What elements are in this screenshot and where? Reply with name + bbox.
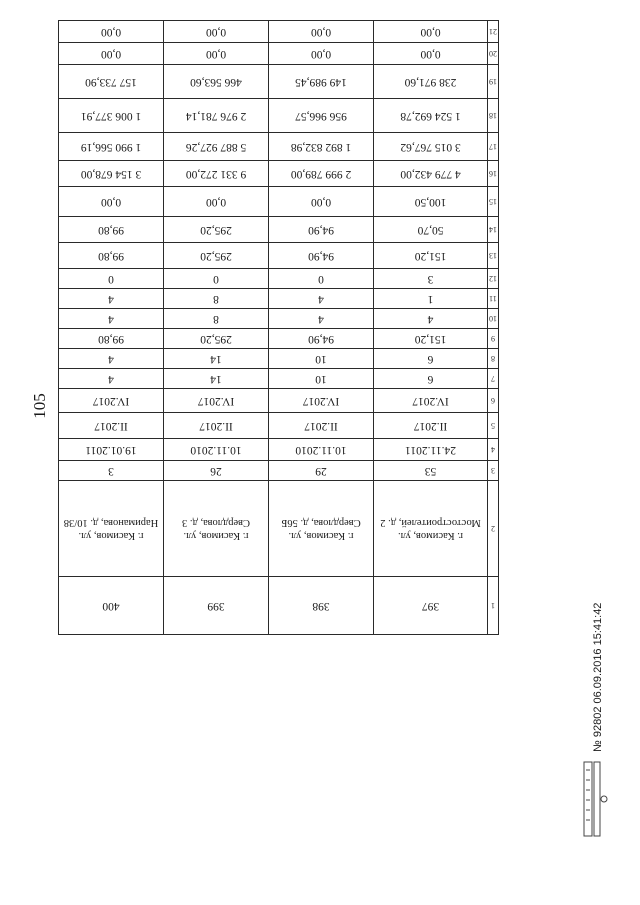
table-cell: 151,20	[374, 329, 488, 349]
table-cell: 2 976 781,14	[164, 99, 269, 133]
table-row	[59, 217, 499, 243]
table-cell: 0,00	[374, 21, 488, 43]
table-row	[59, 481, 499, 577]
column-number: 3	[488, 461, 499, 481]
table-cell: 0,00	[269, 187, 374, 217]
table-row	[59, 269, 499, 289]
table-cell: IV.2017	[59, 389, 164, 413]
table-cell: 157 733,90	[59, 65, 164, 99]
table-cell: 466 563,60	[164, 65, 269, 99]
column-number: 4	[488, 439, 499, 461]
table-row	[59, 369, 499, 389]
table-cell: 0,00	[59, 187, 164, 217]
table-cell: 10	[269, 349, 374, 369]
table-cell: г. Касимов, ул. Свердлова, д. 56Б	[269, 481, 374, 577]
table-cell: 4	[59, 369, 164, 389]
table-cell: 1 990 566,19	[59, 133, 164, 161]
table-row	[59, 21, 499, 43]
column-number: 15	[488, 187, 499, 217]
table-cell: 295,20	[164, 243, 269, 269]
table-row	[59, 161, 499, 187]
column-number: 14	[488, 217, 499, 243]
column-number: 20	[488, 43, 499, 65]
table-cell: 956 966,57	[269, 99, 374, 133]
column-number: 11	[488, 289, 499, 309]
table-cell: 0,00	[164, 21, 269, 43]
table-cell: 10	[269, 369, 374, 389]
column-number: 16	[488, 161, 499, 187]
table-cell: 1 892 832,98	[269, 133, 374, 161]
table-cell: 4 779 432,00	[374, 161, 488, 187]
column-number: 19	[488, 65, 499, 99]
column-number: 21	[488, 21, 499, 43]
table-row	[59, 389, 499, 413]
table-row	[59, 65, 499, 99]
table-cell: 10.11.2010	[164, 439, 269, 461]
table-cell: II.2017	[269, 413, 374, 439]
organization-seal-icon	[582, 760, 608, 838]
table-row	[59, 43, 499, 65]
column-number: 17	[488, 133, 499, 161]
table-cell: 5 887 927,26	[164, 133, 269, 161]
table-cell: II.2017	[164, 413, 269, 439]
table-cell: 0,00	[269, 43, 374, 65]
column-number: 18	[488, 99, 499, 133]
table-row	[59, 99, 499, 133]
table-cell: 4	[59, 349, 164, 369]
column-number: 5	[488, 413, 499, 439]
table-cell: 0	[164, 269, 269, 289]
table-cell: 397	[374, 577, 488, 635]
table-cell: 1 006 377,91	[59, 99, 164, 133]
table-cell: 19.01.2011	[59, 439, 164, 461]
table-cell: 14	[164, 369, 269, 389]
table-cell: 8	[164, 289, 269, 309]
table-row	[59, 577, 499, 635]
table-row	[59, 329, 499, 349]
column-number: 9	[488, 329, 499, 349]
table-cell: 3	[59, 461, 164, 481]
table-cell: 0,00	[269, 21, 374, 43]
column-number: 8	[488, 349, 499, 369]
table-cell: 0,00	[59, 43, 164, 65]
table-cell: 1	[374, 289, 488, 309]
table-cell: 0,00	[164, 43, 269, 65]
document-stamp: № 92802 06.09.2016 15:41:42	[592, 602, 604, 752]
table-cell: 99,80	[59, 243, 164, 269]
table-cell: 53	[374, 461, 488, 481]
table-cell: 50,70	[374, 217, 488, 243]
table-cell: 4	[59, 289, 164, 309]
table-cell: 0,00	[374, 43, 488, 65]
table-cell: 100,50	[374, 187, 488, 217]
table-cell: 0,00	[164, 187, 269, 217]
table-row	[59, 349, 499, 369]
table-cell: 9 331 272,00	[164, 161, 269, 187]
column-number: 13	[488, 243, 499, 269]
table-row	[59, 133, 499, 161]
table-cell: II.2017	[59, 413, 164, 439]
column-number: 2	[488, 481, 499, 577]
table-cell: г. Касимов, ул. Свердлова, д. 3	[164, 481, 269, 577]
table-cell: 94,90	[269, 329, 374, 349]
table-cell: 399	[164, 577, 269, 635]
page-number: 105	[30, 393, 49, 419]
table-cell: IV.2017	[374, 389, 488, 413]
table-cell: 4	[374, 309, 488, 329]
table-cell: 295,20	[164, 329, 269, 349]
table-cell: 24.11.2011	[374, 439, 488, 461]
table-row	[59, 187, 499, 217]
table-body	[59, 21, 499, 635]
table-cell: 0	[59, 269, 164, 289]
table-cell: 400	[59, 577, 164, 635]
table-cell: 0	[269, 269, 374, 289]
column-number: 12	[488, 269, 499, 289]
housing-program-table	[58, 20, 499, 635]
table-cell: 99,80	[59, 329, 164, 349]
column-number: 6	[488, 389, 499, 413]
column-number: 10	[488, 309, 499, 329]
column-number: 7	[488, 369, 499, 389]
table-cell: 151,20	[374, 243, 488, 269]
table-cell: 149 989,45	[269, 65, 374, 99]
table-cell: IV.2017	[164, 389, 269, 413]
table-cell: 1 524 692,78	[374, 99, 488, 133]
table-cell: 4	[59, 309, 164, 329]
table-row	[59, 309, 499, 329]
table-cell: 3 015 767,62	[374, 133, 488, 161]
table-cell: 295,20	[164, 217, 269, 243]
table-cell: 2 999 789,00	[269, 161, 374, 187]
table-cell: 238 971,60	[374, 65, 488, 99]
table-cell: г. Касимов, ул. Мостостроителей, д. 2	[374, 481, 488, 577]
table-cell: 29	[269, 461, 374, 481]
table-cell: II.2017	[374, 413, 488, 439]
column-number: 1	[488, 577, 499, 635]
table-cell: 8	[164, 309, 269, 329]
table-cell: 4	[269, 309, 374, 329]
table-cell: г. Касимов, ул. Нариманова, д. 10/38	[59, 481, 164, 577]
table-cell: 14	[164, 349, 269, 369]
table-cell: 4	[269, 289, 374, 309]
table-cell: 99,80	[59, 217, 164, 243]
table-cell: 3	[374, 269, 488, 289]
table-row	[59, 289, 499, 309]
table-cell: 10.11.2010	[269, 439, 374, 461]
table-row	[59, 413, 499, 439]
table-row	[59, 461, 499, 481]
table-cell: 6	[374, 349, 488, 369]
table-cell: 6	[374, 369, 488, 389]
table-cell: 94,90	[269, 243, 374, 269]
table-cell: 26	[164, 461, 269, 481]
table-cell: 3 154 678,00	[59, 161, 164, 187]
table-cell: 398	[269, 577, 374, 635]
table-cell: IV.2017	[269, 389, 374, 413]
table-row	[59, 439, 499, 461]
table-cell: 94,90	[269, 217, 374, 243]
table-cell: 0,00	[59, 21, 164, 43]
table-row	[59, 243, 499, 269]
